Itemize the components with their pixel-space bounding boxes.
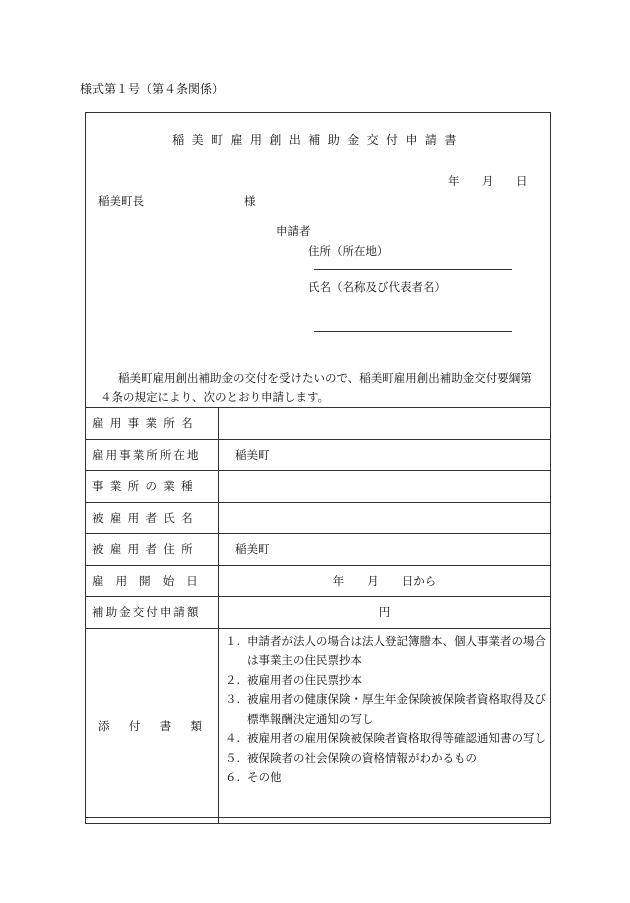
attachment-item	[225, 768, 546, 788]
field-row-subsidy-amount	[86, 597, 551, 629]
field-row-industry	[86, 471, 551, 503]
application-fields-table	[85, 407, 551, 824]
attachment-item	[225, 690, 546, 729]
field-label-attachments	[86, 628, 219, 823]
field-value-subsidy-amount[interactable]: 円	[219, 597, 551, 629]
addressee-honorific: 様	[244, 194, 256, 208]
attachment-item	[225, 749, 546, 769]
field-row-employee-address	[86, 534, 551, 566]
attachment-number: ３.	[225, 692, 241, 706]
applicant-name-label: 氏名（名称及び代表者名）	[308, 280, 446, 294]
attachment-item	[225, 729, 546, 749]
field-label-office-name: 雇用事業所名	[86, 408, 219, 440]
field-label-start-date: 雇用開始日	[86, 565, 219, 597]
field-label-office-location: 雇用事業所所在地	[86, 439, 219, 471]
field-value-start-date[interactable]: 年 月 日から	[219, 565, 551, 597]
attachments-label-char: 類	[190, 718, 202, 733]
field-value-office-location[interactable]: 稲美町	[219, 439, 551, 471]
attachments-label-char: 付	[128, 718, 141, 733]
attachment-text: 被雇用者の雇用保険被保険者資格取得等確認通知書の写し	[247, 731, 546, 745]
application-form	[85, 112, 551, 818]
field-value-employee-name[interactable]	[219, 502, 551, 534]
date-year-label: 年	[448, 174, 460, 188]
attachment-text: 被雇用者の住民票抄本	[247, 672, 362, 687]
applicant-address-field[interactable]	[314, 269, 512, 270]
field-row-office-location	[86, 439, 551, 471]
attachments-label-char: 添	[98, 718, 110, 733]
field-value-industry[interactable]	[219, 471, 551, 503]
field-value-employee-address[interactable]: 稲美町	[219, 534, 551, 566]
form-number: 様式第１号（第４条関係）	[80, 82, 225, 96]
attachment-number: ５.	[225, 750, 241, 765]
body-text-line-1: 稲美町雇用創出補助金の交付を受けたいので、稲美町雇用創出補助金交付要綱第	[118, 371, 532, 385]
field-value-office-name[interactable]	[219, 408, 551, 440]
date-day-label: 日	[516, 174, 528, 188]
field-label-employee-address: 被雇用者住所	[86, 534, 219, 566]
attachment-number: ２.	[225, 672, 241, 687]
attachment-text: 被保険者の社会保険の資格情報がわかるもの	[247, 750, 477, 765]
field-row-attachments	[86, 628, 551, 823]
applicant-name-field[interactable]	[314, 331, 512, 332]
field-row-office-name	[86, 408, 551, 440]
field-row-employee-name	[86, 502, 551, 534]
form-title: 稲美町雇用創出補助金交付申請書	[172, 133, 464, 147]
applicant-address-label: 住所（所在地）	[308, 244, 389, 258]
attachments-label-char: 書	[159, 718, 172, 733]
attachment-text: その他	[247, 770, 282, 784]
applicant-label: 申請者	[276, 224, 311, 238]
body-text-line-2: ４条の規定により、次のとおり申請します。	[100, 390, 330, 404]
attachment-number: ４.	[225, 731, 241, 745]
field-label-employee-name: 被雇用者氏名	[86, 502, 219, 534]
attachment-item	[225, 671, 546, 691]
field-label-subsidy-amount: 補助金交付申請額	[86, 597, 219, 629]
field-label-industry: 事業所の業種	[86, 471, 219, 503]
attachment-number: ６.	[225, 770, 241, 784]
attachment-number: １.	[225, 633, 241, 648]
attachment-item	[225, 632, 546, 671]
addressee-name: 稲美町長	[98, 194, 144, 208]
attachments-list	[219, 628, 551, 823]
attachment-text: 申請者が法人の場合は法人登記簿謄本、個人事業者の場合は事業主の住民票抄本	[247, 633, 546, 667]
attachment-text: 被雇用者の健康保険・厚生年金保険被保険者資格取得及び標準報酬決定通知の写し	[247, 692, 546, 726]
field-row-start-date	[86, 565, 551, 597]
date-month-label: 月	[482, 174, 494, 188]
